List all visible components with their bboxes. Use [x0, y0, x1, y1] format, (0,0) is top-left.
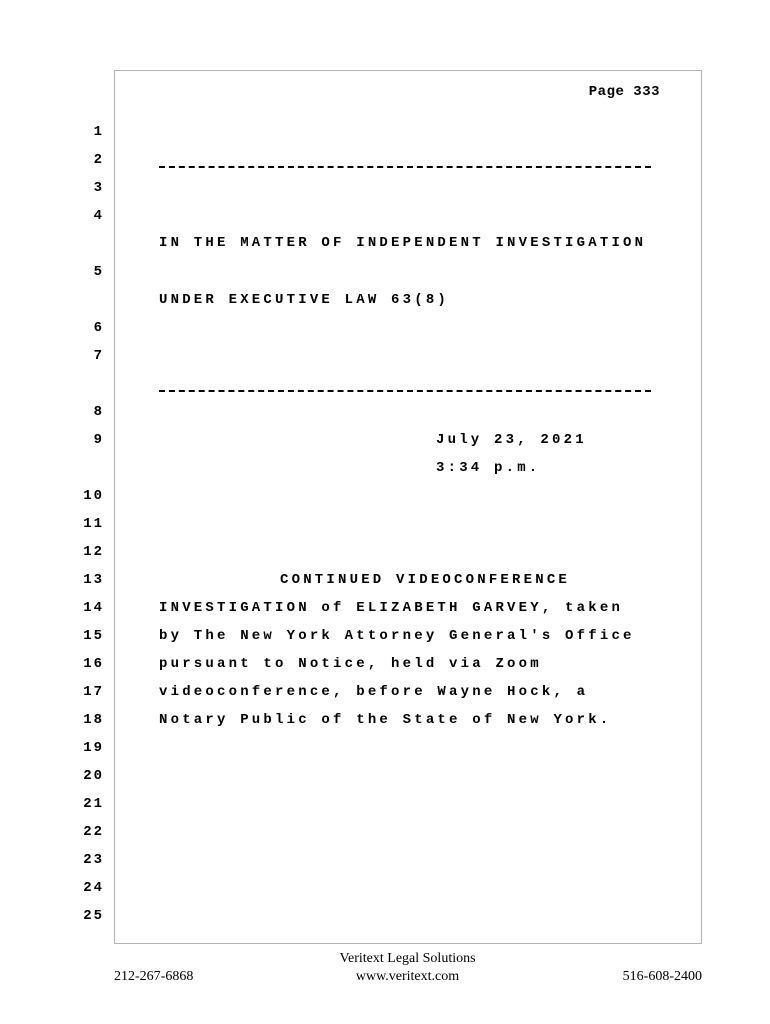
matter-title-line-2: UNDER EXECUTIVE LAW 63(8) — [159, 292, 450, 308]
line-number: 2 — [93, 152, 104, 168]
body-line: videoconference, before Wayne Hock, a — [159, 684, 589, 700]
line-number: 1 — [93, 124, 104, 140]
line-number: 9 — [93, 432, 104, 448]
line-number: 23 — [83, 852, 104, 868]
line-number: 14 — [83, 600, 104, 616]
body-line: Notary Public of the State of New York. — [159, 712, 612, 728]
line-number: 5 — [93, 264, 104, 280]
hearing-date: July 23, 2021 — [436, 432, 587, 448]
line-number: 7 — [93, 348, 104, 364]
caption-rule-top — [159, 166, 651, 168]
line-number: 24 — [83, 880, 104, 896]
line-number: 15 — [83, 628, 104, 644]
footer-company: Veritext Legal Solutions — [339, 951, 476, 966]
line-number: 11 — [83, 516, 104, 532]
line-number: 4 — [93, 208, 104, 224]
body-line: pursuant to Notice, held via Zoom — [159, 656, 542, 672]
footer-website: www.veritext.com — [355, 969, 460, 984]
line-number: 22 — [83, 824, 104, 840]
page-number: Page 333 — [588, 84, 660, 100]
hearing-time: 3:34 p.m. — [436, 460, 541, 476]
line-number: 13 — [83, 572, 104, 588]
body-line: INVESTIGATION of ELIZABETH GARVEY, taken — [159, 600, 624, 616]
line-number: 10 — [83, 488, 104, 504]
body-line: by The New York Attorney General's Office — [159, 628, 635, 644]
line-number: 21 — [83, 796, 104, 812]
line-number: 25 — [83, 908, 104, 924]
line-number: 6 — [93, 320, 104, 336]
footer-phone-right: 516-608-2400 — [622, 969, 702, 984]
line-number: 18 — [83, 712, 104, 728]
caption-rule-bottom — [159, 390, 651, 392]
line-number: 19 — [83, 740, 104, 756]
footer-phone-left: 212-267-6868 — [114, 969, 194, 984]
transcript-page-frame — [114, 70, 702, 944]
matter-title-line-1: IN THE MATTER OF INDEPENDENT INVESTIGATION — [159, 235, 647, 251]
body-line: CONTINUED VIDEOCONFERENCE — [280, 572, 571, 588]
line-number: 20 — [83, 768, 104, 784]
line-number: 3 — [93, 180, 104, 196]
line-number: 16 — [83, 656, 104, 672]
line-number: 8 — [93, 404, 104, 420]
line-number: 12 — [83, 544, 104, 560]
line-number: 17 — [83, 684, 104, 700]
